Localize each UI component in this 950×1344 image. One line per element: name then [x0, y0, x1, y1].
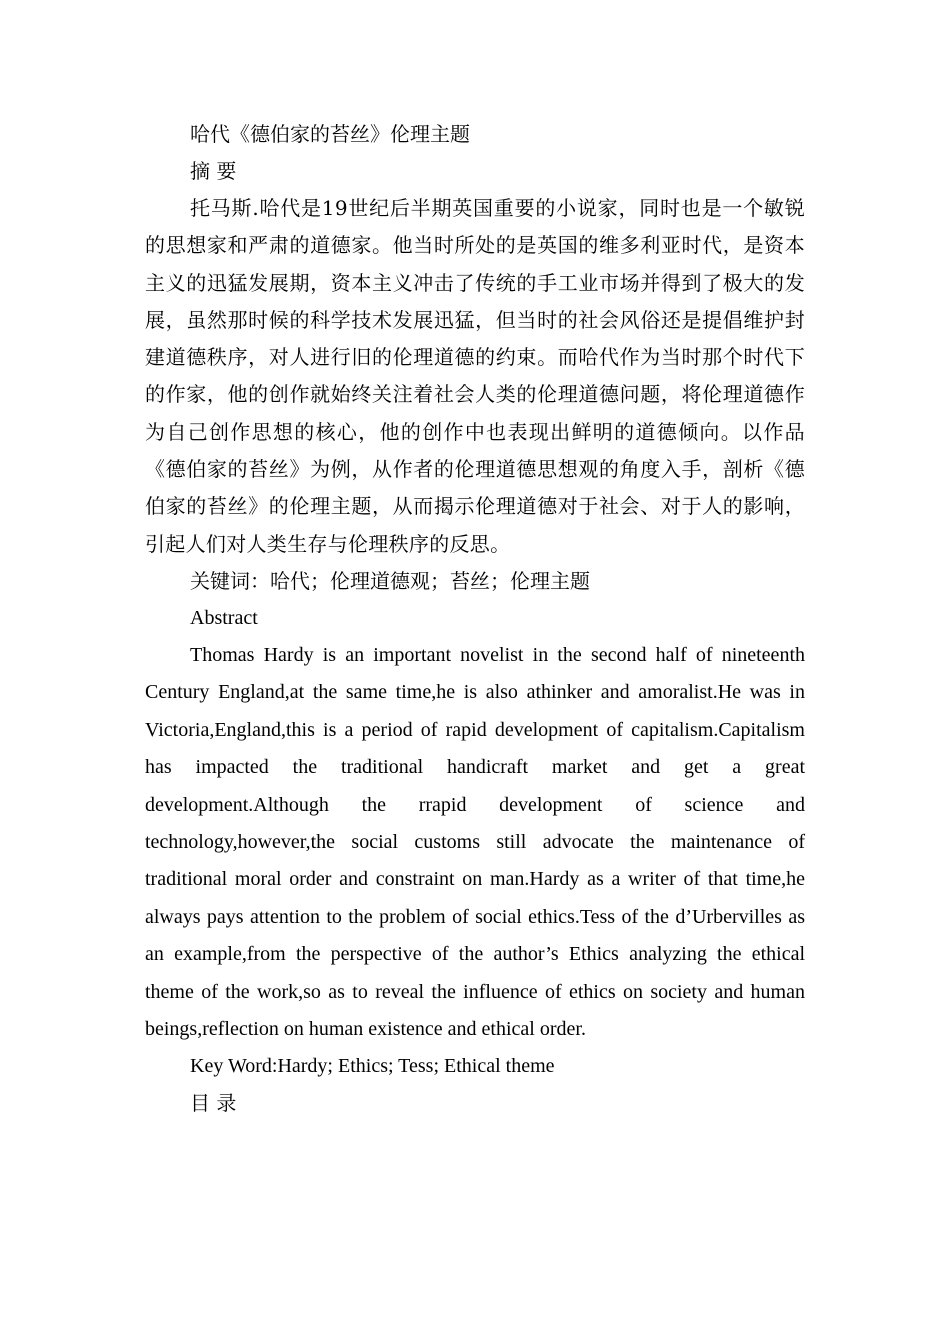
abstract-cn-body: 托马斯.哈代是19世纪后半期英国重要的小说家，同时也是一个敏锐的思想家和严肃的道德家。他当时所处的是英国的维多利亚时代，是资本主义的迅猛发展期，资本主义冲击了传统的手工业市场并得到了极大的发展，虽然那时候的科学技术发展迅猛，但当时的社会风俗还是提倡维护封建道德秩序，对人进行旧的伦理道德的约束。而哈代作为当时那个时代下的作家，他的创作就始终关注着社会人类的伦理道德问题，将伦理道德作为自己创作思想的核心，他的创作中也表现出鲜明的道德倾向。以作品《德伯家的苔丝》为例，从作者的伦理道德思想观的角度入手，剖析《德伯家的苔丝》的伦理主题，从而揭示伦理道德对于社会、对于人的影响，引起人们对人类生存与伦理秩序的反思。	[145, 196, 805, 556]
abstract-en-heading: Abstract	[190, 606, 258, 629]
toc-heading: 目 录	[190, 1091, 237, 1116]
keywords-cn: 关键词：哈代；伦理道德观；苔丝；伦理主题	[190, 568, 590, 593]
keywords-en: Key Word:Hardy; Ethics; Tess; Ethical theme	[190, 1055, 555, 1078]
document-page	[145, 116, 805, 1122]
document-title: 哈代《德伯家的苔丝》伦理主题	[190, 122, 470, 146]
abstract-en-body: Thomas Hardy is an important novelist in the second half of nineteenth Century England,at the same time,he is also athinker and amoralist.He was in Victoria,England,this is a period of rapid development of capitalism.Capitalism has impacted the traditional handicraft market and get a great development.Although the rrapid development of science and technology,however,the social customs still advocate the maintenance of traditional moral order and constraint on man.Hardy as a writer of that time,he always pays attention to the problem of social ethics.Tess of the d’Urbervilles as an example,from the perspective of the author’s Ethics analyzing the ethical theme of the work,so as to reveal the influence of ethics on society and human beings,reflection on human existence and ethical order.	[145, 643, 805, 1041]
abstract-cn-heading: 摘 要	[190, 159, 237, 183]
